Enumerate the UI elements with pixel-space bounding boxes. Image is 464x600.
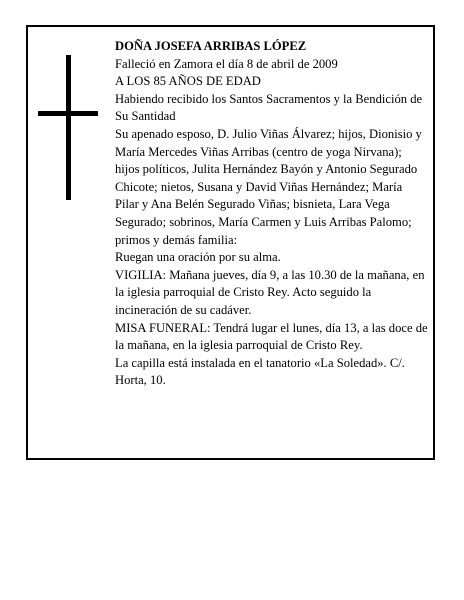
cross-horizontal-bar (38, 111, 98, 116)
chapel-paragraph: La capilla está instalada en el tanatorio «La Soledad». C/. Horta, 10. (115, 355, 405, 388)
obituary-notice (26, 25, 435, 460)
cross-icon (38, 55, 98, 200)
sacraments-paragraph: Habiendo recibido los Santos Sacramentos y la Bendición de Su Santidad (115, 91, 423, 124)
prayer-paragraph: Ruegan una oración por su alma. (115, 250, 281, 265)
deceased-name: DOÑA JOSEFA ARRIBAS LÓPEZ (115, 39, 307, 53)
funeral-mass-paragraph: MISA FUNERAL: Tendrá lugar el lunes, día 13, a las doce de la mañana, en la iglesia parroquial de Cristo Rey. (115, 320, 428, 353)
notice-body (115, 38, 429, 390)
age-line: A LOS 85 AÑOS DE EDAD (115, 74, 261, 89)
family-paragraph: Su apenado esposo, D. Julio Viñas Álvarez; hijos, Dionisio y María Mercedes Viñas Arribas (centro de yoga Nirvana); hijos políticos, Julita Hernández Bayón y Antonio Segurado Chicote; nietos, Susana y David Viñas Hernández; María Pilar y Ana Belén Segurado Viñas; bisnieta, Lara Vega Segurado; sobrinos, María Carmen y Luis Arribas Palomo; primos y demás familia: (115, 126, 422, 247)
cross-vertical-bar (66, 55, 71, 200)
death-line: Falleció en Zamora el día 8 de abril de 2009 (115, 56, 338, 71)
vigil-paragraph: VIGILIA: Mañana jueves, día 9, a las 10.30 de la mañana, en la iglesia parroquial de Cristo Rey. Acto seguido la incineración de su cadáver. (115, 267, 425, 317)
